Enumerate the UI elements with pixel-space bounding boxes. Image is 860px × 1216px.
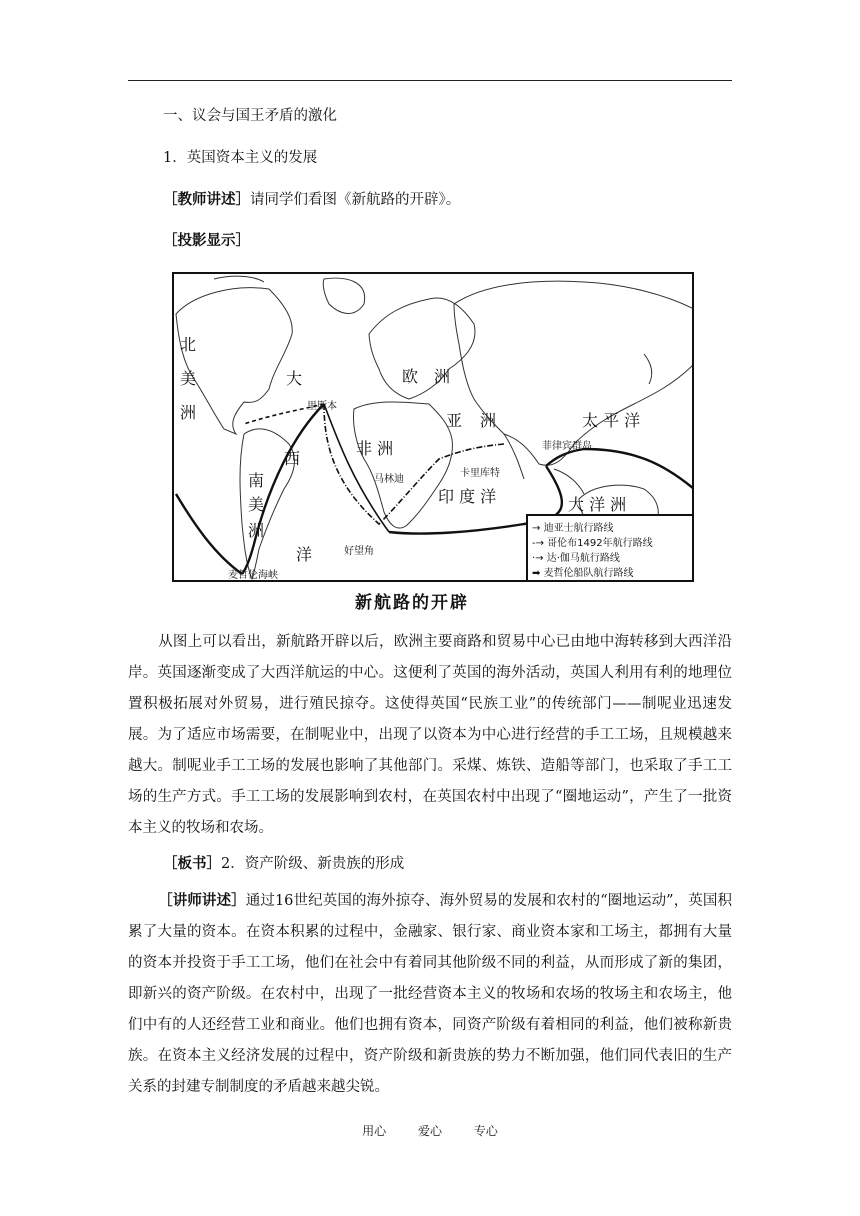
label-america-2: 美 [248,495,265,514]
label-ya: 亚 [446,411,463,430]
place-philippines: 菲律宾群岛 [542,441,592,452]
teacher2-tag: ［讲师讲述］ [158,893,246,909]
legend-dagama: ·→ 达·伽马航行路线 [532,553,620,564]
label-continent-3: 洲 [248,521,265,540]
place-malindi: 马林迪 [374,474,404,485]
map-caption: 新航路的开辟 [355,593,469,613]
label-da: 大 [286,369,303,388]
teacher-tag: ［教师讲述］ [163,192,250,208]
board-text: 2．资产阶级、新贵族的形成 [221,856,405,872]
label-indian-ocean: 印 度 洋 [438,487,497,506]
label-pacific: 太 平 洋 [582,411,641,430]
legend-magellan: ➡ 麦哲伦船队航行路线 [532,568,634,579]
legend-dias: → 迪亚士航行路线 [532,523,614,534]
board-tag: ［板书］ [163,856,221,872]
label-north: 北 [180,335,197,354]
legend-columbus: -→ 哥伦布1492年航行路线 [532,538,653,549]
paragraph-1: 从图上可以看出，新航路开辟以后，欧洲主要商路和贸易中心已由地中海转移到大西洋沿岸。英国逐渐变成了大西洋航运的中心。这便利了英国的海外活动，英国人利用有利的地理位置积极拓展对外贸易，进行殖民掠夺。这使得英国“民族工业”的传统部门——制呢业迅速发展。为了适应市场需要，在制呢业中，出现了以资本为中心进行经营的手工工场，且规模越来越大。制呢业手工工场的发展也影响了其他部门。采煤、炼铁、造船等部门，也采取了手工工场的生产方式。手工工场的发展影响到农村，在英国农村中出现了“圈地运动”，产生了一批资本主义的牧场和农场。 [128,634,732,836]
map-legend [526,514,694,582]
place-cape: 好望角 [344,546,374,557]
footer-item-2: 爱心 [417,1124,442,1138]
page-footer [0,1122,860,1139]
footer-item-3: 专心 [473,1124,498,1138]
teacher-text: 请同学们看图《新航路的开辟》。 [250,192,461,208]
place-calicut: 卡里库特 [460,468,500,479]
label-america-1: 美 [180,369,197,388]
place-lisbon: 里斯本 [307,401,337,412]
section-heading: 一、议会与国王矛盾的激化 [163,108,337,124]
label-continent-2: 洲 [480,411,497,430]
subsection-heading: 1．英国资本主义的发展 [163,150,318,166]
header-rule [128,80,732,81]
new-sea-routes-map [172,272,694,582]
teacher-narration-1 [163,188,460,209]
label-europe: 欧 洲 [402,367,451,386]
board-note [163,852,404,873]
label-africa: 非 洲 [356,439,394,458]
place-magellan-strait: 麦哲伦海峡 [228,570,278,581]
label-ocean: 洋 [296,545,313,564]
paragraph-2: ［讲师讲述］通过16世纪英国的海外掠夺、海外贸易的发展和农村的“圈地运动”，英国积累了大量的资本。在资本积累的过程中，金融家、银行家、商业资本家和工场主，都拥有大量的资本并投资于手工工场，他们在社会中有着同其他阶级不同的利益，从而形成了新的集团，即新兴的资产阶级。在农村中，出现了一批经营资本主义的牧场和农场的牧场主和农场主，他们中有的人还经营工业和商业。他们也拥有资本，同资产阶级有着相同的利益，他们被称新贵族。在资本主义经济发展的过程中，资产阶级和新贵族的势力不断加强，他们同代表旧的生产关系的封建专制制度的矛盾越来越尖锐。 [128,893,733,1095]
label-xi: 西 [284,449,301,468]
label-oceania: 大 洋 洲 [568,495,627,514]
footer-item-1: 用心 [362,1124,387,1138]
label-continent-1: 洲 [180,403,197,422]
label-south: 南 [248,471,265,490]
projection-tag: ［投影显示］ [163,233,250,249]
